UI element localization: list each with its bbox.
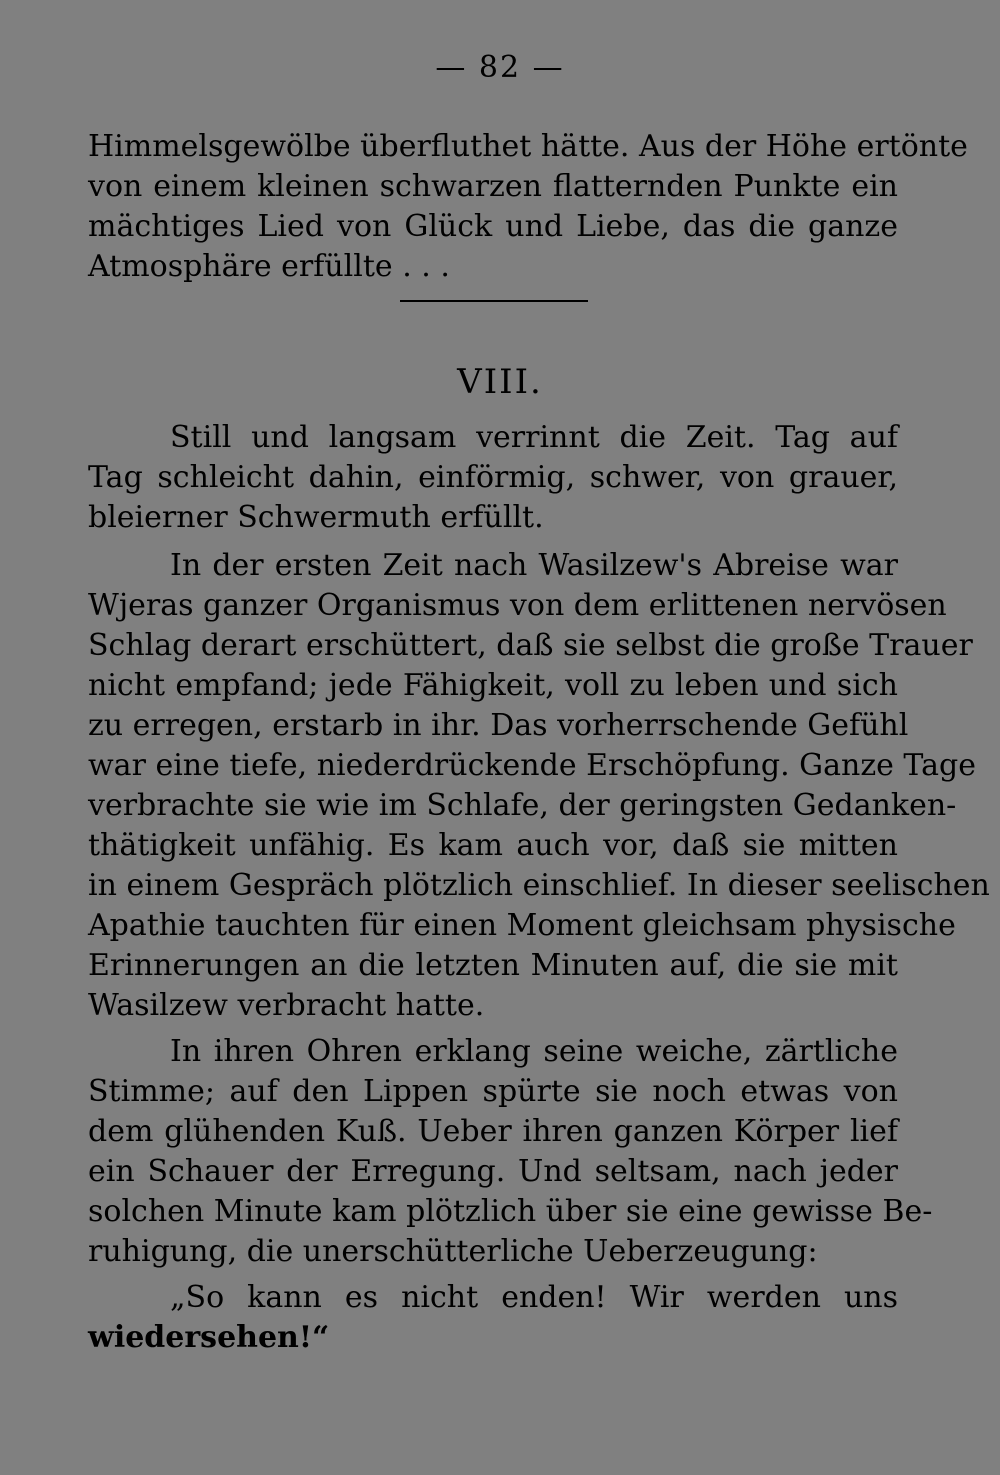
text-line: Himmelsgewölbe überfluthet hätte. Aus der Höhe ertönte xyxy=(88,129,968,164)
text-line: mächtiges Lied von Glück und Liebe, das die ganze xyxy=(88,209,898,244)
paragraph-2 xyxy=(88,546,990,1026)
text-line: in einem Gespräch plötzlich einschlief. In dieser seelischen xyxy=(88,868,990,903)
text-line: Wjeras ganzer Organismus von dem erlittenen nervösen xyxy=(88,588,947,623)
text-line: wiedersehen!“ xyxy=(88,1320,330,1355)
paragraph-4 xyxy=(88,1278,898,1358)
text-line: Apathie tauchten für einen Moment gleichsam physische xyxy=(88,908,956,943)
text-line: dem glühenden Kuß. Ueber ihren ganzen Körper lief xyxy=(88,1114,898,1149)
text-line: Tag schleicht dahin, einförmig, schwer, von grauer, xyxy=(88,460,898,495)
section-divider xyxy=(400,300,588,302)
text-line: Atmosphäre erfüllte . . . xyxy=(88,249,450,284)
text-line: solchen Minute kam plötzlich über sie eine gewisse Be- xyxy=(88,1194,933,1229)
text-line: Stimme; auf den Lippen spürte sie noch etwas von xyxy=(88,1074,898,1109)
text-line: nicht empfand; jede Fähigkeit, voll zu leben und sich xyxy=(88,668,898,703)
text-line: In ihren Ohren erklang seine weiche, zärtliche xyxy=(170,1034,898,1069)
paragraph-3 xyxy=(88,1032,933,1272)
text-line: ruhigung, die unerschütterliche Ueberzeugung: xyxy=(88,1234,818,1269)
text-line: ein Schauer der Erregung. Und seltsam, nach jeder xyxy=(88,1154,898,1189)
text-line: verbrachte sie wie im Schlafe, der geringsten Gedanken- xyxy=(88,788,957,823)
paragraph-1 xyxy=(88,418,898,538)
page-number: — 82 — xyxy=(435,50,565,85)
text-line: In der ersten Zeit nach Wasilzew's Abreise war xyxy=(170,548,898,583)
continuation-paragraph xyxy=(88,127,968,287)
text-line: Still und langsam verrinnt die Zeit. Tag auf xyxy=(170,420,898,455)
text-line: war eine tiefe, niederdrückende Erschöpfung. Ganze Tage xyxy=(88,748,976,783)
text-line: „So kann es nicht enden! Wir werden uns xyxy=(170,1280,898,1315)
text-line: bleierner Schwermuth erfüllt. xyxy=(88,500,544,535)
section-heading: VIII. xyxy=(457,362,543,402)
text-line: Wasilzew verbracht hatte. xyxy=(88,988,485,1023)
text-line: thätigkeit unfähig. Es kam auch vor, daß sie mitten xyxy=(88,828,898,863)
text-line: zu erregen, erstarb in ihr. Das vorherrschende Gefühl xyxy=(88,708,909,743)
text-line: Schlag derart erschüttert, daß sie selbst die große Trauer xyxy=(88,628,973,663)
text-line: von einem kleinen schwarzen flatternden Punkte ein xyxy=(88,169,898,204)
text-line: Erinnerungen an die letzten Minuten auf, die sie mit xyxy=(88,948,898,983)
